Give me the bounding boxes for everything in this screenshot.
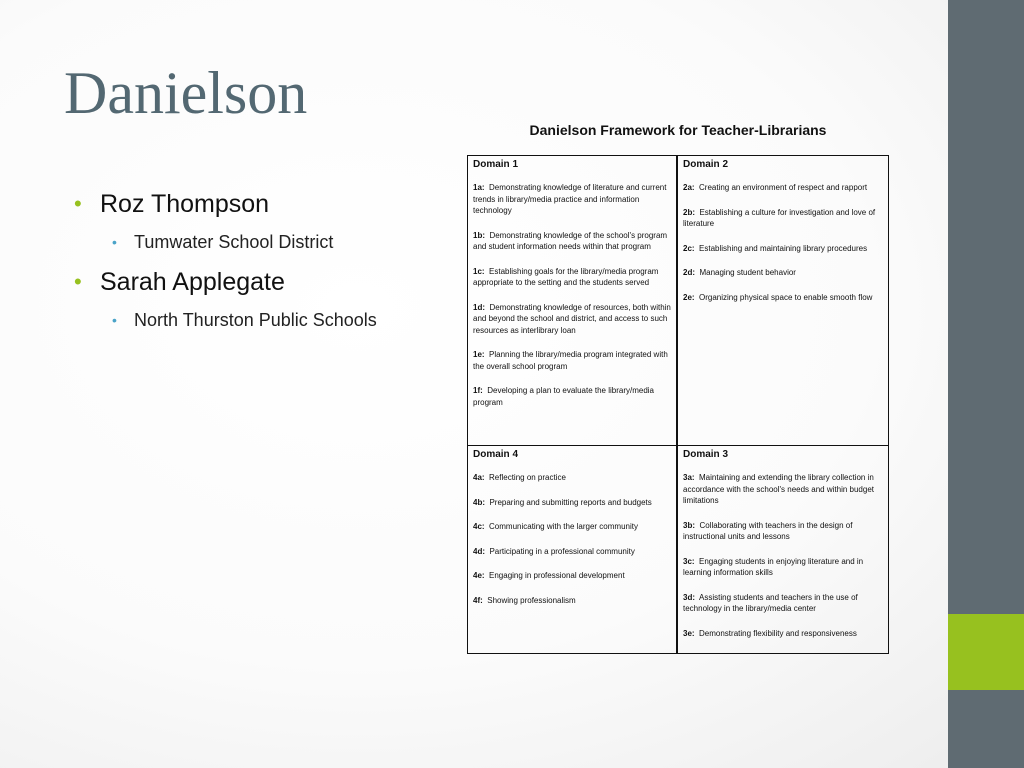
bullet-district-1 [74, 224, 454, 266]
component-item: 3c: Engaging students in enjoying literature and in learning information skills [683, 556, 864, 577]
framework-title: Danielson Framework for Teacher-Librarians [529, 122, 827, 138]
presenter-district: North Thurston Public Schools [134, 310, 377, 330]
slide-title: Danielson [64, 60, 308, 126]
domain-3-cell [678, 446, 888, 653]
bullet-presenter-2 [74, 266, 454, 302]
domain-1-cell [468, 156, 678, 446]
component-item: 3b: Collaborating with teachers in the design of instructional units and lessons [683, 520, 853, 541]
component-item: 4a: Reflecting on practice [473, 473, 566, 482]
domain-2-cell [678, 156, 888, 446]
domain-heading: Domain 4 [473, 449, 519, 460]
component-item: 2e: Organizing physical space to enable smooth flow [683, 292, 873, 302]
component-item: 2a: Creating an environment of respect and rapport [683, 183, 868, 192]
bullet-list [74, 188, 454, 344]
component-item: 1c: Establishing goals for the library/media program appropriate to the setting and the students served [473, 266, 659, 287]
bullet-district-2 [74, 302, 454, 344]
bullet-dot-icon: • [112, 312, 117, 328]
framework-table [467, 155, 889, 654]
component-item: 3e: Demonstrating flexibility and responsiveness [683, 628, 857, 638]
presenter-district: Tumwater School District [134, 232, 334, 252]
accent-block [948, 614, 1024, 690]
component-item: 2d: Managing student behavior [683, 268, 796, 277]
bullet-dot-icon: • [74, 191, 82, 216]
component-item: 2c: Establishing and maintaining library procedures [683, 243, 868, 253]
component-item: 4b: Preparing and submitting reports and budgets [473, 497, 652, 507]
presenter-name: Roz Thompson [100, 190, 270, 218]
component-item: 4f: Showing professionalism [473, 595, 576, 605]
bullet-presenter-1 [74, 188, 454, 224]
component-item: 1b: Demonstrating knowledge of the school's program and student information needs within that program [473, 230, 668, 251]
component-item: 3a: Maintaining and extending the library collection in accordance with the school's needs and within budget limitations [683, 473, 874, 505]
component-item: 1f: Developing a plan to evaluate the library/media program [473, 386, 655, 407]
component-item: 1d: Demonstrating knowledge of resources, both within and beyond the school and district, and access to such resources as interlibrary loan [473, 302, 671, 335]
bullet-dot-icon: • [112, 234, 117, 250]
component-item: 1a: Demonstrating knowledge of literature and current trends in library/media practice and information technology [473, 183, 667, 215]
domain-4-cell [468, 446, 678, 653]
domain-heading: Domain 2 [683, 159, 729, 170]
bullet-dot-icon: • [74, 269, 82, 294]
component-item: 1e: Planning the library/media program integrated with the overall school program [473, 350, 668, 371]
domain-heading: Domain 1 [473, 159, 519, 170]
component-item: 3d: Assisting students and teachers in the use of technology in the library/media center [683, 592, 858, 613]
presenter-name: Sarah Applegate [100, 268, 285, 296]
component-item: 2b: Establishing a culture for investigation and love of literature [683, 207, 876, 228]
component-item: 4c: Communicating with the larger community [473, 522, 638, 531]
component-item: 4e: Engaging in professional development [473, 571, 625, 580]
domain-heading: Domain 3 [683, 449, 729, 460]
component-item: 4d: Participating in a professional community [473, 546, 635, 556]
